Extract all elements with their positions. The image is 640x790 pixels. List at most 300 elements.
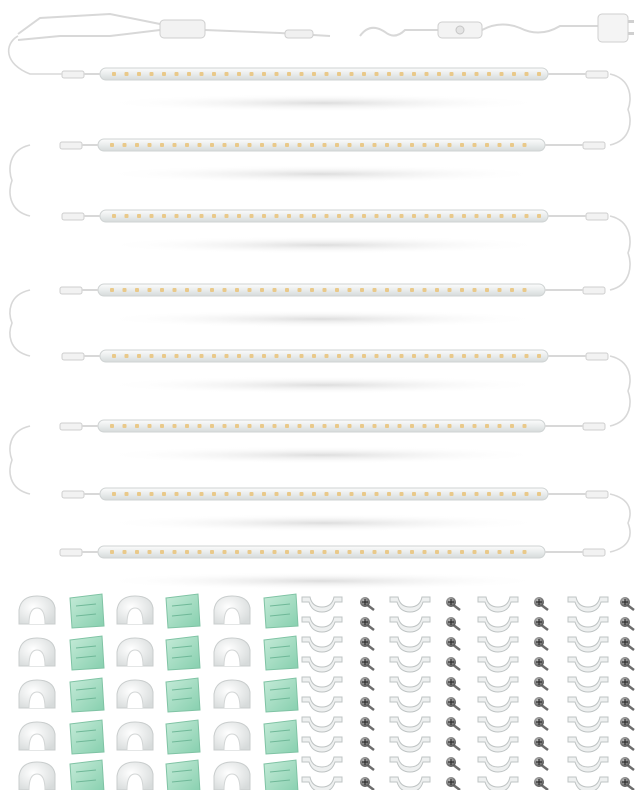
led-chip bbox=[460, 550, 464, 554]
led-chip bbox=[362, 492, 366, 496]
power-cable bbox=[205, 24, 600, 36]
led-chip bbox=[223, 424, 227, 428]
led-chip bbox=[175, 72, 179, 76]
led-chip bbox=[335, 424, 339, 428]
led-chip bbox=[360, 550, 364, 554]
led-chip bbox=[423, 550, 427, 554]
led-chip bbox=[248, 143, 252, 147]
led-chip bbox=[373, 143, 377, 147]
bar-connector bbox=[62, 353, 84, 360]
bar-shadow bbox=[98, 446, 545, 464]
led-chip bbox=[475, 72, 479, 76]
led-chip bbox=[512, 354, 516, 358]
led-chip bbox=[473, 424, 477, 428]
screw bbox=[446, 677, 460, 690]
mounting-bracket bbox=[478, 677, 518, 692]
screw bbox=[620, 737, 634, 750]
screw bbox=[446, 617, 460, 630]
clip-holder bbox=[19, 722, 55, 750]
led-chip bbox=[110, 143, 114, 147]
mounting-bracket bbox=[568, 657, 608, 672]
light-bar bbox=[62, 350, 608, 394]
screw bbox=[446, 757, 460, 770]
led-chip bbox=[225, 72, 229, 76]
pad-sheet bbox=[264, 678, 298, 712]
led-chip bbox=[362, 72, 366, 76]
led-chip bbox=[248, 550, 252, 554]
bar-connector bbox=[586, 353, 608, 360]
clip-holder bbox=[19, 596, 55, 624]
screw bbox=[360, 597, 374, 610]
led-chip bbox=[510, 288, 514, 292]
led-chip bbox=[462, 214, 466, 218]
led-chip bbox=[310, 143, 314, 147]
bar-body bbox=[100, 68, 548, 80]
screw bbox=[620, 677, 634, 690]
clip-holder bbox=[214, 722, 250, 750]
screw bbox=[446, 717, 460, 730]
adhesive-pad bbox=[264, 760, 298, 790]
power-adapter-icon bbox=[598, 14, 628, 42]
link-cable bbox=[10, 290, 30, 356]
led-chip bbox=[387, 354, 391, 358]
clip-holder bbox=[117, 762, 153, 790]
led-chip bbox=[425, 492, 429, 496]
led-chip bbox=[135, 143, 139, 147]
led-chip bbox=[412, 354, 416, 358]
adhesive-pad bbox=[70, 594, 104, 628]
led-chip bbox=[237, 72, 241, 76]
led-chip bbox=[512, 72, 516, 76]
led-chip bbox=[187, 214, 191, 218]
screw bbox=[360, 737, 374, 750]
led-chip bbox=[450, 72, 454, 76]
led-chip bbox=[198, 550, 202, 554]
led-chip bbox=[112, 492, 116, 496]
light-bar bbox=[62, 68, 608, 112]
splitter-cable bbox=[18, 14, 160, 40]
led-chip bbox=[173, 424, 177, 428]
led-chip bbox=[537, 354, 541, 358]
screw bbox=[360, 657, 374, 670]
pad-sheet bbox=[166, 760, 200, 790]
led-chip bbox=[462, 72, 466, 76]
led-chip bbox=[473, 550, 477, 554]
led-chip bbox=[187, 354, 191, 358]
clip-slot bbox=[29, 692, 45, 708]
led-chip bbox=[400, 214, 404, 218]
clip-slot bbox=[224, 692, 240, 708]
mounting-bracket bbox=[302, 657, 342, 672]
led-chip bbox=[510, 424, 514, 428]
led-chip bbox=[487, 492, 491, 496]
bar-shadow bbox=[100, 514, 548, 532]
pad-sheet bbox=[70, 594, 104, 628]
led-chip bbox=[187, 72, 191, 76]
led-chip bbox=[385, 424, 389, 428]
pad-sheet bbox=[264, 594, 298, 628]
clip-holder bbox=[214, 762, 250, 790]
bar-body bbox=[100, 488, 548, 500]
led-chip bbox=[500, 72, 504, 76]
led-chip bbox=[398, 550, 402, 554]
screw bbox=[446, 657, 460, 670]
mounting-bracket bbox=[390, 637, 430, 652]
mounting-bracket bbox=[478, 617, 518, 632]
led-chip bbox=[260, 143, 264, 147]
led-chip bbox=[185, 550, 189, 554]
adhesive-pad bbox=[70, 678, 104, 712]
mounting-bracket bbox=[302, 757, 342, 772]
bar-shadow bbox=[98, 165, 545, 183]
pad-sheet bbox=[264, 720, 298, 754]
led-chip bbox=[260, 288, 264, 292]
led-chip bbox=[148, 288, 152, 292]
led-chip bbox=[523, 143, 527, 147]
led-chip bbox=[498, 288, 502, 292]
adhesive-pad bbox=[264, 636, 298, 670]
led-chip bbox=[212, 72, 216, 76]
bar-connector bbox=[583, 287, 605, 294]
mounting-bracket bbox=[390, 597, 430, 612]
link-cable bbox=[10, 426, 30, 494]
led-chip bbox=[387, 72, 391, 76]
adhesive-pad bbox=[70, 760, 104, 790]
led-chip bbox=[223, 143, 227, 147]
clip-holder bbox=[19, 638, 55, 666]
switch-button bbox=[456, 26, 464, 34]
led-chip bbox=[210, 424, 214, 428]
led-chip bbox=[448, 550, 452, 554]
bar-connector bbox=[583, 423, 605, 430]
led-chip bbox=[410, 550, 414, 554]
led-chip bbox=[300, 354, 304, 358]
led-chip bbox=[250, 354, 254, 358]
led-chip bbox=[475, 354, 479, 358]
led-chip bbox=[423, 143, 427, 147]
led-chip bbox=[485, 550, 489, 554]
led-chip bbox=[298, 550, 302, 554]
adhesive-pad bbox=[70, 636, 104, 670]
light-bar bbox=[62, 210, 608, 254]
led-chip bbox=[273, 424, 277, 428]
led-chip bbox=[185, 424, 189, 428]
led-chip bbox=[150, 492, 154, 496]
led-chip bbox=[198, 424, 202, 428]
screw bbox=[446, 777, 460, 790]
led-chip bbox=[485, 424, 489, 428]
screw bbox=[534, 597, 548, 610]
led-chip bbox=[250, 72, 254, 76]
led-chip bbox=[135, 288, 139, 292]
led-chip bbox=[500, 354, 504, 358]
led-chip bbox=[112, 214, 116, 218]
led-chip bbox=[498, 143, 502, 147]
led-chip bbox=[287, 354, 291, 358]
led-chip bbox=[325, 492, 329, 496]
mounting-bracket bbox=[302, 597, 342, 612]
clip-holder bbox=[117, 680, 153, 708]
led-chip bbox=[487, 214, 491, 218]
mounting-bracket bbox=[390, 717, 430, 732]
led-chip bbox=[475, 214, 479, 218]
clip-holder bbox=[214, 596, 250, 624]
led-chip bbox=[310, 550, 314, 554]
screw bbox=[534, 697, 548, 710]
led-chip bbox=[125, 492, 129, 496]
mounting-bracket bbox=[302, 637, 342, 652]
led-chip bbox=[310, 288, 314, 292]
led-chip bbox=[387, 492, 391, 496]
led-chip bbox=[450, 354, 454, 358]
mounting-bracket bbox=[568, 757, 608, 772]
led-chip bbox=[225, 354, 229, 358]
led-chip bbox=[373, 550, 377, 554]
light-bar bbox=[60, 546, 605, 590]
screw bbox=[620, 697, 634, 710]
led-chip bbox=[298, 288, 302, 292]
bar-connector bbox=[60, 287, 82, 294]
clip-holder bbox=[214, 638, 250, 666]
clip-slot bbox=[224, 774, 240, 790]
led-chip bbox=[212, 492, 216, 496]
led-chip bbox=[473, 288, 477, 292]
bar-shadow bbox=[98, 310, 545, 328]
mounting-bracket bbox=[390, 777, 430, 790]
led-chip bbox=[225, 214, 229, 218]
clip-slot bbox=[29, 650, 45, 666]
mounting-bracket bbox=[302, 677, 342, 692]
led-chip bbox=[350, 214, 354, 218]
screw bbox=[620, 757, 634, 770]
adhesive-pads bbox=[70, 594, 298, 790]
screw bbox=[446, 697, 460, 710]
led-chip bbox=[362, 214, 366, 218]
led-chip bbox=[250, 492, 254, 496]
clip-slot bbox=[224, 734, 240, 750]
led-chip bbox=[148, 550, 152, 554]
clip-slot bbox=[127, 774, 143, 790]
led-chip bbox=[200, 492, 204, 496]
led-chip bbox=[423, 424, 427, 428]
light-bar bbox=[60, 139, 605, 183]
led-chip bbox=[137, 72, 141, 76]
screw bbox=[360, 697, 374, 710]
led-chip bbox=[398, 288, 402, 292]
clip-slot bbox=[29, 608, 45, 624]
led-chip bbox=[537, 492, 541, 496]
led-chip bbox=[185, 143, 189, 147]
led-chip bbox=[323, 424, 327, 428]
screw bbox=[534, 657, 548, 670]
led-chip bbox=[275, 354, 279, 358]
pad-sheet bbox=[166, 636, 200, 670]
bar-body bbox=[98, 420, 545, 432]
led-chip bbox=[312, 214, 316, 218]
mounting-bracket bbox=[478, 777, 518, 790]
led-chip bbox=[525, 214, 529, 218]
pad-sheet bbox=[70, 720, 104, 754]
pad-sheet bbox=[166, 720, 200, 754]
led-chip bbox=[373, 288, 377, 292]
led-chip bbox=[148, 143, 152, 147]
clip-holders bbox=[19, 596, 250, 790]
led-chip bbox=[323, 550, 327, 554]
led-chip bbox=[498, 424, 502, 428]
led-chip bbox=[137, 354, 141, 358]
led-chip bbox=[400, 354, 404, 358]
screw bbox=[534, 617, 548, 630]
led-chip bbox=[123, 288, 127, 292]
led-chip bbox=[523, 288, 527, 292]
screw bbox=[620, 637, 634, 650]
led-chip bbox=[298, 424, 302, 428]
led-chip bbox=[312, 72, 316, 76]
led-chip bbox=[323, 143, 327, 147]
screw bbox=[620, 597, 634, 610]
led-chip bbox=[360, 143, 364, 147]
adhesive-pad bbox=[166, 636, 200, 670]
bar-shadow bbox=[100, 236, 548, 254]
led-chip bbox=[237, 492, 241, 496]
led-chip bbox=[200, 72, 204, 76]
led-chip bbox=[212, 214, 216, 218]
clip-slot bbox=[127, 692, 143, 708]
led-chip bbox=[510, 143, 514, 147]
bar-connector bbox=[583, 549, 605, 556]
led-chip bbox=[212, 354, 216, 358]
led-chip bbox=[200, 214, 204, 218]
led-chip bbox=[400, 72, 404, 76]
clip-holder bbox=[117, 638, 153, 666]
led-chip bbox=[173, 288, 177, 292]
led-chip bbox=[248, 424, 252, 428]
led-chip bbox=[260, 550, 264, 554]
led-chip bbox=[137, 214, 141, 218]
led-chip bbox=[237, 354, 241, 358]
adapter-prong bbox=[628, 32, 634, 35]
bar-body bbox=[98, 546, 545, 558]
clip-slot bbox=[224, 650, 240, 666]
led-chip bbox=[175, 214, 179, 218]
led-chip bbox=[385, 550, 389, 554]
clip-slot bbox=[127, 608, 143, 624]
led-chip bbox=[260, 424, 264, 428]
led-chip bbox=[335, 143, 339, 147]
bar-connector bbox=[583, 142, 605, 149]
led-chip bbox=[423, 288, 427, 292]
led-chip bbox=[437, 72, 441, 76]
led-chip bbox=[160, 143, 164, 147]
screw-count: 40 bbox=[0, 0, 1, 1]
led-chip bbox=[312, 354, 316, 358]
led-chip bbox=[123, 424, 127, 428]
clip-holder bbox=[19, 762, 55, 790]
screw bbox=[534, 717, 548, 730]
led-chip bbox=[160, 288, 164, 292]
led-chip bbox=[285, 424, 289, 428]
led-chip bbox=[412, 214, 416, 218]
led-chip bbox=[462, 492, 466, 496]
led-chip bbox=[460, 143, 464, 147]
mounting-bracket bbox=[568, 677, 608, 692]
led-chip bbox=[375, 492, 379, 496]
led-chip bbox=[512, 492, 516, 496]
mounting-bracket bbox=[568, 697, 608, 712]
led-chip bbox=[450, 492, 454, 496]
led-chip bbox=[537, 214, 541, 218]
adhesive-pad bbox=[264, 678, 298, 712]
led-chip bbox=[235, 143, 239, 147]
pad-sheet bbox=[264, 760, 298, 790]
led-chip bbox=[385, 288, 389, 292]
led-chip bbox=[235, 424, 239, 428]
led-chip bbox=[325, 354, 329, 358]
mounting-bracket bbox=[478, 697, 518, 712]
led-chip bbox=[435, 550, 439, 554]
led-chip bbox=[375, 354, 379, 358]
led-chip bbox=[335, 288, 339, 292]
clip-holder bbox=[117, 722, 153, 750]
led-chip bbox=[537, 72, 541, 76]
led-chip bbox=[285, 550, 289, 554]
inline-connector bbox=[285, 30, 313, 38]
led-chip bbox=[412, 72, 416, 76]
mounting-bracket bbox=[302, 737, 342, 752]
mounting-bracket bbox=[568, 777, 608, 790]
bar-connector bbox=[62, 213, 84, 220]
light-bars bbox=[60, 68, 608, 590]
adhesive-pad bbox=[70, 720, 104, 754]
screw bbox=[446, 637, 460, 650]
led-chip bbox=[410, 143, 414, 147]
pad-sheet bbox=[264, 636, 298, 670]
led-chip bbox=[198, 288, 202, 292]
screw bbox=[534, 677, 548, 690]
mounting-bracket bbox=[568, 737, 608, 752]
mounting-bracket bbox=[302, 697, 342, 712]
led-chip bbox=[223, 288, 227, 292]
led-chip bbox=[210, 550, 214, 554]
led-chip bbox=[262, 492, 266, 496]
led-chip bbox=[162, 354, 166, 358]
adhesive-pad bbox=[166, 678, 200, 712]
led-chip bbox=[525, 492, 529, 496]
led-chip bbox=[162, 72, 166, 76]
led-chip bbox=[135, 550, 139, 554]
pad-sheet bbox=[166, 678, 200, 712]
led-chip bbox=[150, 354, 154, 358]
bar-connector bbox=[60, 549, 82, 556]
led-chip bbox=[485, 143, 489, 147]
led-chip bbox=[262, 72, 266, 76]
led-chip bbox=[223, 550, 227, 554]
screw bbox=[620, 777, 634, 790]
led-chip bbox=[285, 288, 289, 292]
link-cable bbox=[610, 216, 630, 290]
led-chip bbox=[175, 492, 179, 496]
led-chip bbox=[287, 214, 291, 218]
led-chip bbox=[387, 214, 391, 218]
led-chip bbox=[523, 550, 527, 554]
led-chip bbox=[437, 354, 441, 358]
mounting-bracket bbox=[390, 617, 430, 632]
led-chip bbox=[350, 72, 354, 76]
led-chip bbox=[123, 550, 127, 554]
led-chip bbox=[325, 214, 329, 218]
led-chip bbox=[487, 72, 491, 76]
led-chip bbox=[498, 550, 502, 554]
